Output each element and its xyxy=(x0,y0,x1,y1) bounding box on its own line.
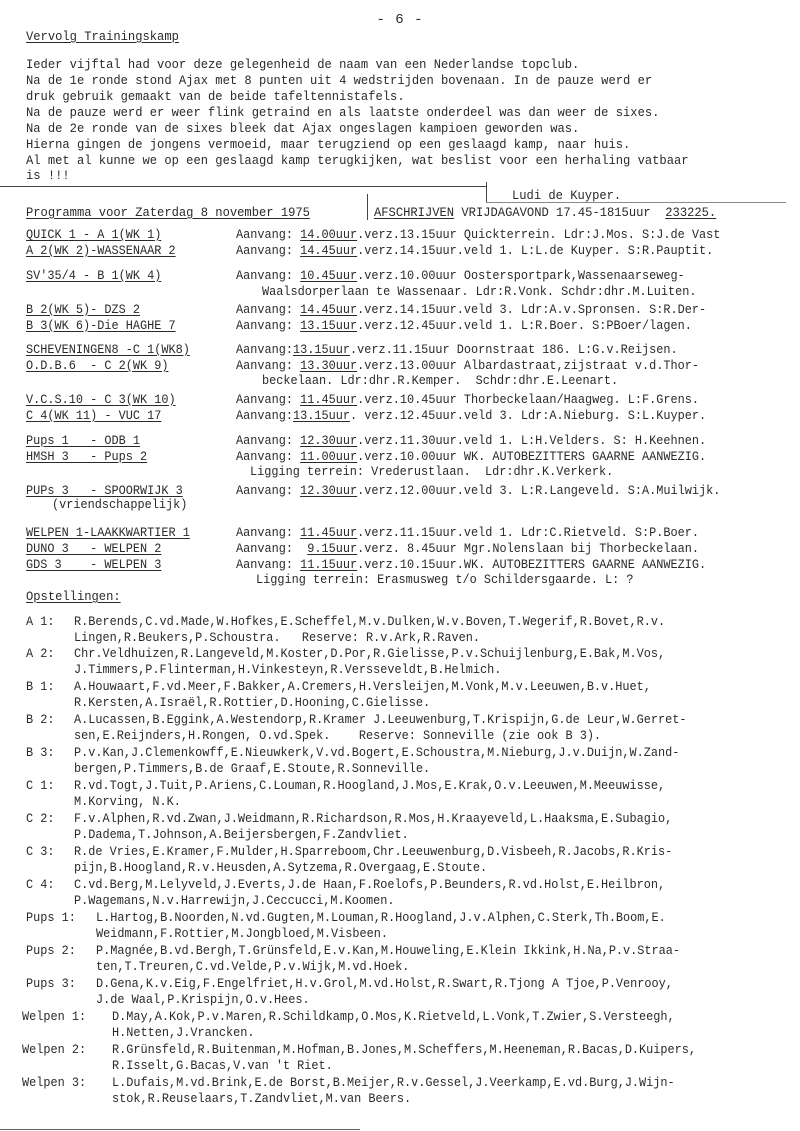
match-info xyxy=(236,449,706,464)
match-info xyxy=(236,392,699,407)
match-info xyxy=(236,243,713,258)
start-time: 10.45uur xyxy=(300,268,358,283)
match-details: .verz.14.15uur.veld 1. L:L.de Kuyper. S:R.Pauptit. xyxy=(357,243,714,258)
match-info xyxy=(236,342,678,357)
team-players: ten,T.Treuren,C.vd.Velde,P.v.Wijk,M.vd.Hoek. xyxy=(96,959,410,974)
match-title: V.C.S.10 - C 3(WK 10) xyxy=(26,392,176,407)
team-players: Lingen,R.Beukers,P.Schoustra. Reserve: R.v.Ark,R.Raven. xyxy=(74,630,480,645)
bottom-edge-line xyxy=(0,1129,360,1130)
team-players: Weidmann,F.Rottier,M.Jongbloed,M.Visbeen. xyxy=(96,926,389,941)
team-players: pijn,B.Hoogland,R.v.Heusden,A.Sytzema,R.Overgaag,E.Stoute. xyxy=(74,860,488,875)
start-label: Aanvang: xyxy=(236,358,301,373)
match-info xyxy=(236,358,699,373)
match-details: .verz.10.00uur Oostersportpark,Wassenaarseweg- xyxy=(357,268,685,283)
start-time: 14.45uur xyxy=(300,302,358,317)
start-time: 11.45uur xyxy=(300,525,358,540)
match-info xyxy=(236,318,692,333)
team-label: Welpen 2: xyxy=(22,1042,87,1057)
team-label: B 1: xyxy=(26,679,55,694)
team-players: A.Lucassen,B.Eggink,A.Westendorp,R.Kramer J.Leeuwenburg,T.Krispijn,G.de Leur,W.Gerret- xyxy=(74,712,687,727)
article-line: Na de pauze werd er weer flink getraind en als laatste onderdeel was dan weer de sixes. xyxy=(26,105,660,120)
afschrijven-phone: 233225. xyxy=(665,205,717,220)
start-time: 14.45uur xyxy=(300,243,358,258)
article-title: Vervolg Trainingskamp xyxy=(26,29,179,44)
start-time: 13.15uur xyxy=(300,318,358,333)
match-title: DUNO 3 - WELPEN 2 xyxy=(26,541,162,556)
team-players: J.Timmers,P.Flinterman,H.Vinkesteyn,R.Versseveldt,B.Helmich. xyxy=(74,662,502,677)
match-details: .verz.11.30uur.veld 1. L:H.Velders. S: H.Keehnen. xyxy=(357,433,707,448)
afschrijven-notice xyxy=(374,205,716,221)
match-info xyxy=(236,433,706,448)
start-time: 13.30uur xyxy=(300,358,358,373)
match-title: B 3(WK 6)-Die HAGHE 7 xyxy=(26,318,176,333)
match-details: .verz.11.15uur Doornstraat 186. L:G.v.Reijsen. xyxy=(349,342,678,357)
team-players: stok,R.Reuselaars,T.Zandvliet,M.van Beers. xyxy=(112,1091,412,1106)
team-players: R.Kersten,A.Israël,R.Rottier,D.Hooning,C.Gielisse. xyxy=(74,695,431,710)
team-label: C 4: xyxy=(26,877,55,892)
team-label: Pups 2: xyxy=(26,943,76,958)
team-label: Pups 1: xyxy=(26,910,76,925)
start-label: Aanvang: xyxy=(236,433,301,448)
article-line: Ieder vijftal had voor deze gelegenheid de naam van een Nederlandse topclub. xyxy=(26,57,580,72)
match-title: SV'35/4 - B 1(WK 4) xyxy=(26,268,162,283)
afschrijven-text: VRIJDAGAVOND 17.45-1815uur xyxy=(461,205,651,220)
match-details: .verz.11.15uur.veld 1. Ldr:C.Rietveld. S:P.Boer. xyxy=(357,525,699,540)
team-label: B 3: xyxy=(26,745,55,760)
article-line: Na de 2e ronde van de sixes bleek dat Ajax ongeslagen kampioen geworden was. xyxy=(26,121,580,136)
start-label: Aanvang: xyxy=(236,525,301,540)
team-players: R.de Vries,E.Kramer,F.Mulder,H.Sparreboom,Chr.Leeuwenburg,D.Visbeeh,R.Jacobs,R.Kris- xyxy=(74,844,673,859)
match-info xyxy=(236,557,706,572)
team-players: R.Berends,C.vd.Made,W.Hofkes,E.Scheffel,M.v.Dulken,W.v.Boven,T.Wegerif,R.Bovet,R.v. xyxy=(74,614,666,629)
signature-box-edge xyxy=(486,182,487,202)
match-info xyxy=(236,525,699,540)
team-players: A.Houwaart,F.vd.Meer,F.Bakker,A.Cremers,H.Versleijen,M.Vonk,M.v.Leeuwen,B.v.Huet, xyxy=(74,679,651,694)
team-players: D.Gena,K.v.Eig,F.Engelfriet,H.v.Grol,M.vd.Holst,R.Swart,R.Tjong A Tjoe,P.Venrooy, xyxy=(96,976,673,991)
team-players: P.Magnée,B.vd.Bergh,T.Grünsfeld,E.v.Kan,M.Houweling,E.Klein Ikkink,H.Na,P.v.Straa- xyxy=(96,943,681,958)
match-title: Pups 1 - ODB 1 xyxy=(26,433,140,448)
team-label: Pups 3: xyxy=(26,976,76,991)
match-details: .verz.14.15uur.veld 3. Ldr:A.v.Spronsen. S:R.Der- xyxy=(357,302,707,317)
match-details-continued: Ligging terrein: Vrederustlaan. Ldr:dhr.K.Verkerk. xyxy=(250,464,614,479)
start-time: 13.15uur xyxy=(292,342,350,357)
team-players: R.Grünsfeld,R.Buitenman,M.Hofman,B.Jones,M.Scheffers,M.Heeneman,R.Bacas,D.Kuipers, xyxy=(112,1042,697,1057)
match-title: SCHEVENINGEN8 -C 1(WK8) xyxy=(26,342,190,357)
programme-title: Programma voor Zaterdag 8 november 1975 xyxy=(26,205,310,220)
programme-divider xyxy=(367,194,368,220)
match-details: . verz.12.45uur.veld 3. Ldr:A.Nieburg. S:L.Kuyper. xyxy=(349,408,707,423)
team-players: L.Dufais,M.vd.Brink,E.de Borst,B.Meijer,R.v.Gessel,J.Veerkamp,E.vd.Burg,J.Wijn- xyxy=(112,1075,675,1090)
match-info xyxy=(236,483,720,498)
team-label: Welpen 1: xyxy=(22,1009,87,1024)
start-label: Aanvang: xyxy=(236,227,301,242)
start-label: Aanvang: xyxy=(236,302,301,317)
match-details-continued: beckelaan. Ldr:dhr.R.Kemper. Schdr:dhr.E.Leenart. xyxy=(262,373,619,388)
match-details-continued: Ligging terrein: Erasmusweg t/o Schildersgaarde. L: ? xyxy=(256,572,634,587)
team-label: C 3: xyxy=(26,844,55,859)
start-time: 13.15uur xyxy=(292,408,350,423)
team-label: Welpen 3: xyxy=(22,1075,87,1090)
team-players: bergen,P.Timmers,B.de Graaf,E.Stoute,R.Sonneville. xyxy=(74,761,431,776)
match-details: .verz.13.15uur Quickterrein. Ldr:J.Mos. S:J.de Vast xyxy=(357,227,721,242)
article-line: Al met al kunne we op een geslaagd kamp terugkijken, wat beslist voor een herhaling vatbaar xyxy=(26,153,689,168)
team-label: C 2: xyxy=(26,811,55,826)
match-note: (vriendschappelijk) xyxy=(52,497,188,512)
start-label: Aanvang: xyxy=(236,408,293,423)
match-title: QUICK 1 - A 1(WK 1) xyxy=(26,227,162,242)
team-players: Chr.Veldhuizen,R.Langeveld,M.Koster,D.Por,R.Gielisse,P.v.Schuijlenburg,E.Bak,M.Vos, xyxy=(74,646,666,661)
team-players: J.de Waal,P.Krispijn,O.v.Hees. xyxy=(96,992,310,1007)
match-title: B 2(WK 5)- DZS 2 xyxy=(26,302,140,317)
start-label: Aanvang: xyxy=(236,483,301,498)
page-number: - 6 - xyxy=(376,12,424,28)
match-details: .verz.13.00uur Albardastraat,zijstraat v.d.Thor- xyxy=(357,358,699,373)
team-players: P.Wagemans,N.v.Harrewijn,J.Ceccucci,M.Koomen. xyxy=(74,893,395,908)
team-players: P.Dadema,T.Johnson,A.Beijersbergen,F.Zandvliet. xyxy=(74,827,409,842)
start-time: 11.00uur xyxy=(300,449,358,464)
team-players: R.Isselt,G.Bacas,V.van 't Riet. xyxy=(112,1058,333,1073)
team-players: F.v.Alphen,R.vd.Zwan,J.Weidmann,R.Richardson,R.Mos,H.Kraayeveld,L.Haaksma,E.Subagio, xyxy=(74,811,673,826)
match-title: WELPEN 1-LAAKKWARTIER 1 xyxy=(26,525,190,540)
article-line: Hierna gingen de jongens vermoeid, maar terugziend op een geslaagd kamp, naar huis. xyxy=(26,137,631,152)
start-label: Aanvang: xyxy=(236,268,301,283)
team-players: P.v.Kan,J.Clemenkowff,E.Nieuwkerk,V.vd.Bogert,E.Schoustra,M.Nieburg,J.v.Duijn,W.Zand- xyxy=(74,745,680,760)
start-time: 12.30uur xyxy=(300,483,358,498)
match-details: .verz.10.45uur Thorbeckelaan/Haagweg. L:F.Grens. xyxy=(357,392,699,407)
match-title: HMSH 3 - Pups 2 xyxy=(26,449,148,464)
match-title: GDS 3 - WELPEN 3 xyxy=(26,557,162,572)
match-info xyxy=(236,408,706,423)
start-label: Aanvang: xyxy=(236,243,301,258)
team-players: M.Korving, N.K. xyxy=(74,794,181,809)
start-time: 11.15uur xyxy=(300,557,358,572)
team-players: sen,E.Reijnders,H.Rongen, O.vd.Spek. Reserve: Sonneville (zie ook B 3). xyxy=(74,728,602,743)
team-players: L.Hartog,B.Noorden,N.vd.Gugten,M.Louman,R.Hoogland,J.v.Alphen,C.Sterk,Th.Boom,E. xyxy=(96,910,666,925)
team-label: A 2: xyxy=(26,646,55,661)
start-label: Aanvang: xyxy=(236,342,293,357)
team-label: C 1: xyxy=(26,778,55,793)
team-players: H.Netten,J.Vrancken. xyxy=(112,1025,255,1040)
match-title: A 2(WK 2)-WASSENAAR 2 xyxy=(26,243,176,258)
start-label: Aanvang: xyxy=(236,392,301,407)
section-divider xyxy=(0,186,486,187)
match-info xyxy=(236,227,720,242)
team-players: D.May,A.Kok,P.v.Maren,R.Schildkamp,O.Mos,K.Rietveld,L.Vonk,T.Zwier,S.Versteegh, xyxy=(112,1009,675,1024)
match-details: .verz.10.15uur.WK. AUTOBEZITTERS GAARNE AANWEZIG. xyxy=(357,557,707,572)
team-players: C.vd.Berg,M.Lelyveld,J.Everts,J.de Haan,F.Roelofs,P.Beunders,R.vd.Holst,E.Heilbron, xyxy=(74,877,666,892)
match-details: .verz.10.00uur WK. AUTOBEZITTERS GAARNE AANWEZIG. xyxy=(357,449,707,464)
lineups-title: Opstellingen: xyxy=(26,589,121,604)
team-label: A 1: xyxy=(26,614,55,629)
match-details: .verz. 8.45uur Mgr.Nolenslaan bij Thorbeckelaan. xyxy=(357,541,699,556)
match-title: PUPs 3 - SPOORWIJK 3 xyxy=(26,483,183,498)
start-time: 11.45uur xyxy=(300,392,358,407)
match-title: O.D.B.6 - C 2(WK 9) xyxy=(26,358,169,373)
start-label: Aanvang: xyxy=(236,541,308,556)
start-label: Aanvang: xyxy=(236,449,301,464)
team-label: B 2: xyxy=(26,712,55,727)
article-line: Na de 1e ronde stond Ajax met 8 punten uit 4 wedstrijden bovenaan. In de pauze werd er xyxy=(26,73,653,88)
article-signature: Ludi de Kuyper. xyxy=(512,188,622,203)
match-details-continued: Waalsdorperlaan te Wassenaar. Ldr:R.Vonk. Schdr:dhr.M.Luiten. xyxy=(262,284,697,299)
match-info xyxy=(236,302,706,317)
start-label: Aanvang: xyxy=(236,557,301,572)
match-info xyxy=(236,541,699,556)
match-details: .verz.12.45uur.veld 1. L:R.Boer. S:PBoer/lagen. xyxy=(357,318,692,333)
team-players: R.vd.Togt,J.Tuit,P.Ariens,C.Louman,R.Hoogland,J.Mos,E.Krak,O.v.Leeuwen,M.Meeuwisse, xyxy=(74,778,666,793)
afschrijven-label: AFSCHRIJVEN xyxy=(374,205,455,220)
match-info xyxy=(236,268,685,283)
match-details: .verz.12.00uur.veld 3. L:R.Langeveld. S:A.Muilwijk. xyxy=(357,483,721,498)
start-label: Aanvang: xyxy=(236,318,301,333)
article-line: is !!! xyxy=(26,168,70,183)
start-time: 14.00uur xyxy=(300,227,358,242)
match-title: C 4(WK 11) - VUC 17 xyxy=(26,408,162,423)
start-time: 12.30uur xyxy=(300,433,358,448)
start-time: 9.15uur xyxy=(307,541,358,556)
article-line: druk gebruik gemaakt van de beide tafeltennistafels. xyxy=(26,89,405,104)
